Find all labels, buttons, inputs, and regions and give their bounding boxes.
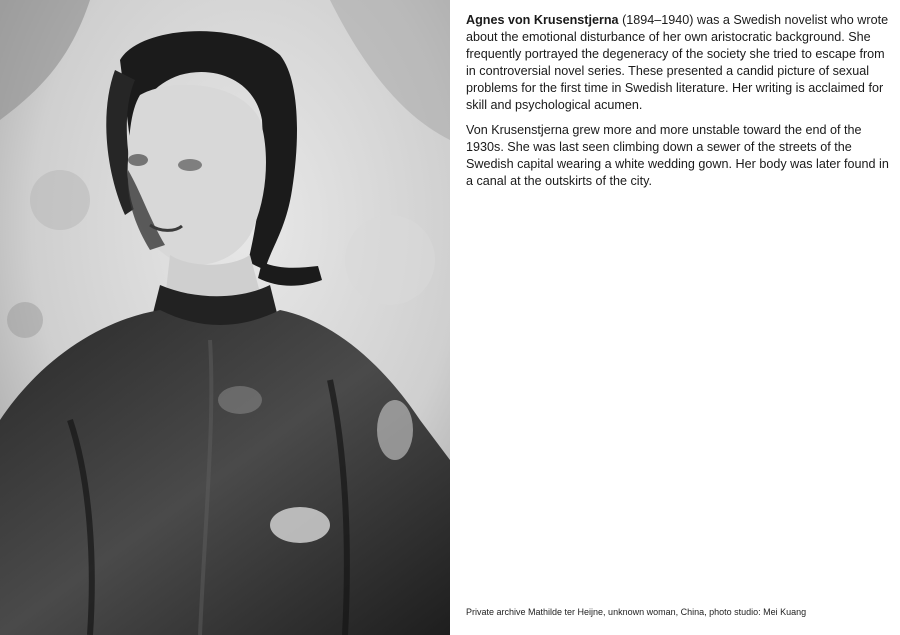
paragraph-ending: Von Krusenstjerna grew more and more unstable toward the end of the 1930s. She was last seen climbing down a sewer of the streets of the Swedish capital wearing a white wedding gown. Her body was later found in a canal at the outskirts of the city. (466, 123, 889, 188)
photo-caption: Private archive Mathilde ter Heijne, unknown woman, China, photo studio: Mei Kuang (466, 607, 807, 617)
paragraph-intro-body: (1894–1940) was a Swedish novelist who wrote about the emotional disturbance of her own aristocratic background. She frequently portrayed the degeneracy of the society she tried to escape from in controversial novel series. These presented a candid picture of sexual problems for the first time in Swedish literature. Her writing is acclaimed for skill and psychological acumen. (466, 13, 889, 112)
paragraph-intro (466, 12, 891, 114)
article-text (466, 12, 891, 198)
subject-name: Agnes von Krusenstjerna (466, 13, 619, 27)
